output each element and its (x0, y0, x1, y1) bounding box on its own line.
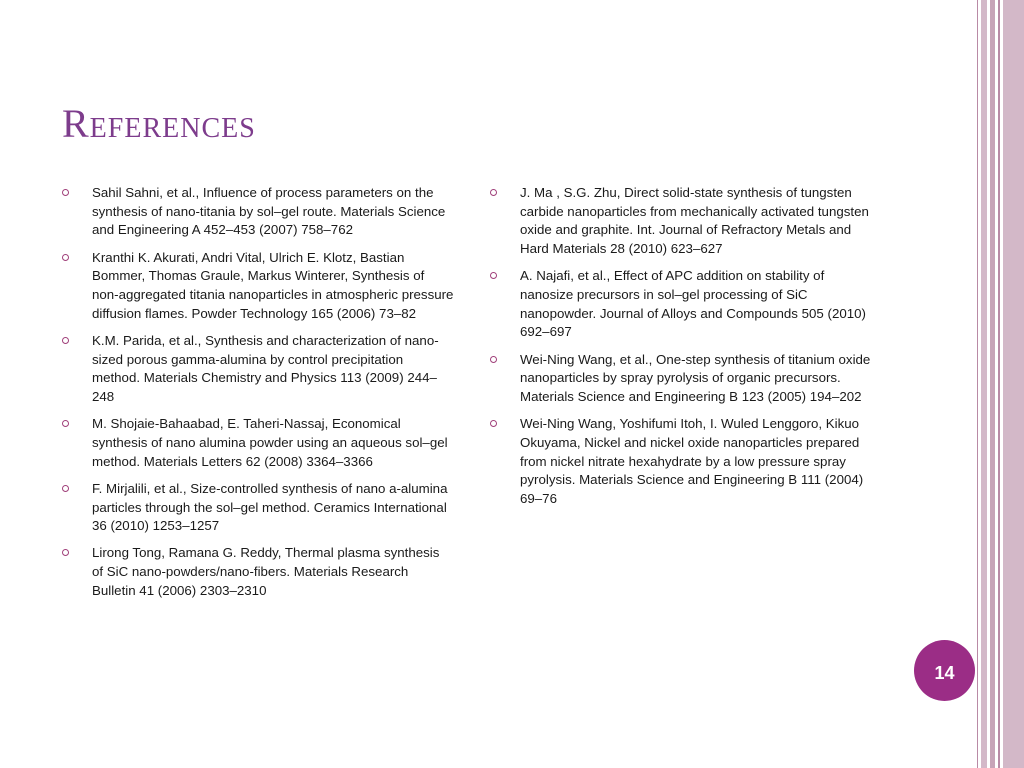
bullet-circle-icon (62, 549, 69, 556)
references-list-right (490, 184, 878, 517)
bullet-circle-icon (490, 272, 497, 279)
border-bar-1 (981, 0, 987, 768)
bullet-circle-icon (490, 356, 497, 363)
bullet-circle-icon (490, 189, 497, 196)
reference-item (62, 184, 454, 240)
bullet-circle-icon (62, 254, 69, 261)
slide-title: References (62, 101, 256, 146)
reference-item (62, 480, 454, 536)
reference-text: Wei-Ning Wang, et al., One-step synthesis of titanium oxide nanoparticles by spray pyrolysis of organic precursors. Materials Science and Engineering B 123 (2005) 194–202 (520, 351, 871, 405)
reference-text: Sahil Sahni, et al., Influence of process parameters on the synthesis of nano-titania by sol–gel route. Materials Science and Engineering A 452–453 (2007) 758–762 (92, 185, 446, 238)
reference-item (490, 184, 878, 259)
bullet-circle-icon (62, 485, 69, 492)
border-bar-thin-1 (977, 0, 978, 768)
references-list-left (62, 184, 454, 609)
bullet-circle-icon (62, 337, 69, 344)
reference-item (490, 415, 878, 509)
reference-item (490, 267, 878, 342)
bullet-circle-icon (62, 189, 69, 196)
border-bar-2 (990, 0, 995, 768)
reference-item (62, 332, 454, 407)
reference-item (62, 544, 454, 600)
reference-item (490, 351, 878, 407)
reference-text: F. Mirjalili, et al., Size-controlled synthesis of nano a-alumina particles through the sol–gel method. Ceramics International 36 (2010) 1253–1257 (92, 480, 448, 534)
bullet-circle-icon (490, 420, 497, 427)
reference-text: M. Shojaie-Bahaabad, E. Taheri-Nassaj, Economical synthesis of nano alumina powder using an aqueous sol–gel method. Materials Letters 62 (2008) 3364–3366 (92, 416, 448, 469)
reference-text: Wei-Ning Wang, Yoshifumi Itoh, I. Wuled Lenggoro, Kikuo Okuyama, Nickel and nickel oxide nanoparticles prepared from nickel nitrate hexahydrate by a low pressure spray pyrolysis. Materials Science and Engineering B 111 (2004) 69–76 (520, 416, 864, 507)
border-bar-3 (1003, 0, 1024, 768)
bullet-circle-icon (62, 420, 69, 427)
reference-text: J. Ma , S.G. Zhu, Direct solid-state synthesis of tungsten carbide nanoparticles from mechanically activated tungsten oxide and graphite. Int. Journal of Refractory Metals and Hard Materials 28 (2010) 623–627 (520, 185, 869, 257)
reference-text: A. Najafi, et al., Effect of APC addition on stability of nanosize precursors in sol–gel processing of SiC nanopowder. Journal of Alloys and Compounds 505 (2010) 692–697 (520, 268, 866, 340)
page-number-badge: 14 (914, 640, 975, 701)
border-bar-thin-2 (998, 0, 1000, 768)
reference-text: Lirong Tong, Ramana G. Reddy, Thermal plasma synthesis of SiC nano-powders/nano-fibers. Materials Research Bulletin 41 (2006) 2303–2310 (92, 545, 440, 598)
reference-item (62, 249, 454, 324)
reference-text: K.M. Parida, et al., Synthesis and characterization of nano-sized porous gamma-alumina by control precipitation method. Materials Chemistry and Physics 113 (2009) 244–248 (92, 332, 439, 405)
reference-text: Kranthi K. Akurati, Andri Vital, Ulrich E. Klotz, Bastian Bommer, Thomas Graule, Markus Winterer, Synthesis of non-aggregated titania nanoparticles in atmospheric pressure diffusion flames. Powder Technology 165 (2006) 73–82 (92, 249, 454, 321)
reference-item (62, 415, 454, 471)
